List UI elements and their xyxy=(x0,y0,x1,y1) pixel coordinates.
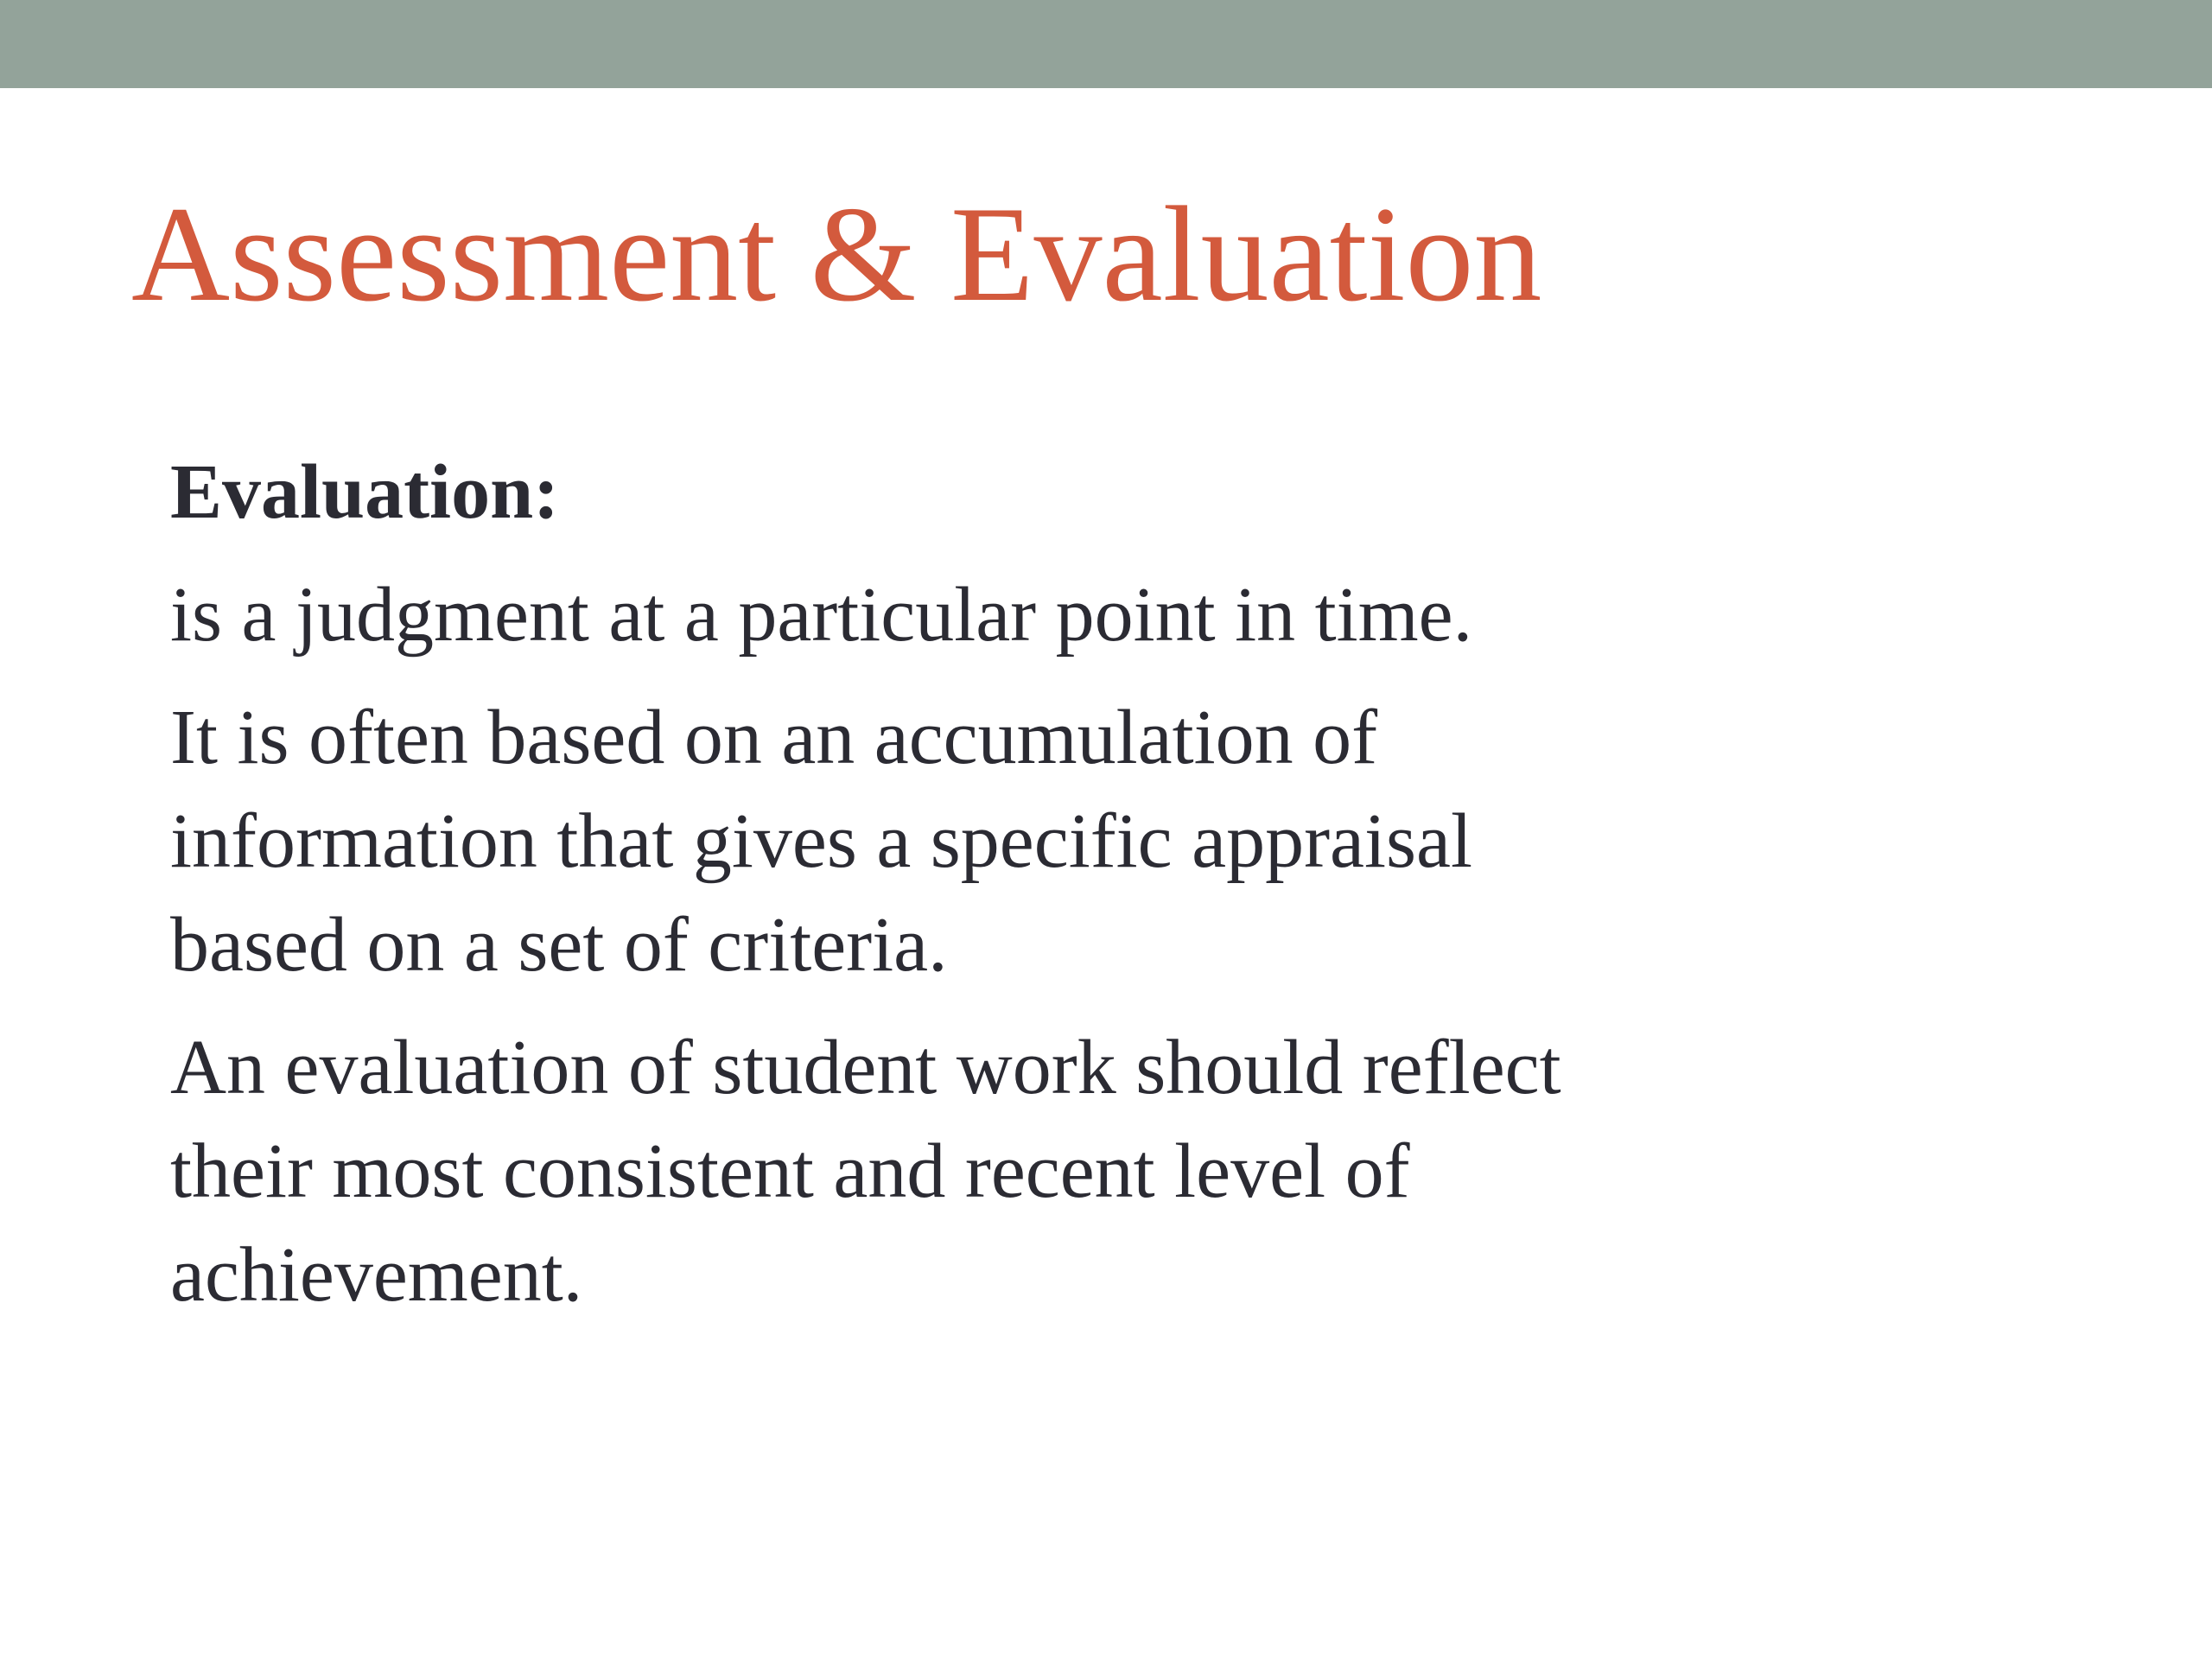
paragraph-judgment xyxy=(170,563,2106,667)
text-line: their most consistent and recent level of xyxy=(170,1128,1410,1214)
paragraph-accumulation xyxy=(170,686,2106,997)
text-line: based on a set of criteria. xyxy=(170,902,948,988)
text-line: achievement. xyxy=(170,1232,583,1318)
slide-title: Assessment & Evaluation xyxy=(131,179,1542,330)
text-line: information that gives a specific appraisal xyxy=(170,798,1472,884)
text-line: An evaluation of student work should reflect xyxy=(170,1025,1561,1110)
text-line: is a judgment at a particular point in time. xyxy=(170,572,1473,658)
paragraph-student-work xyxy=(170,1016,2106,1327)
body-heading: Evaluation: xyxy=(170,449,560,535)
top-accent-band xyxy=(0,0,2212,88)
text-line: It is often based on an accumulation of xyxy=(170,695,1378,780)
slide-body xyxy=(170,441,2106,1346)
